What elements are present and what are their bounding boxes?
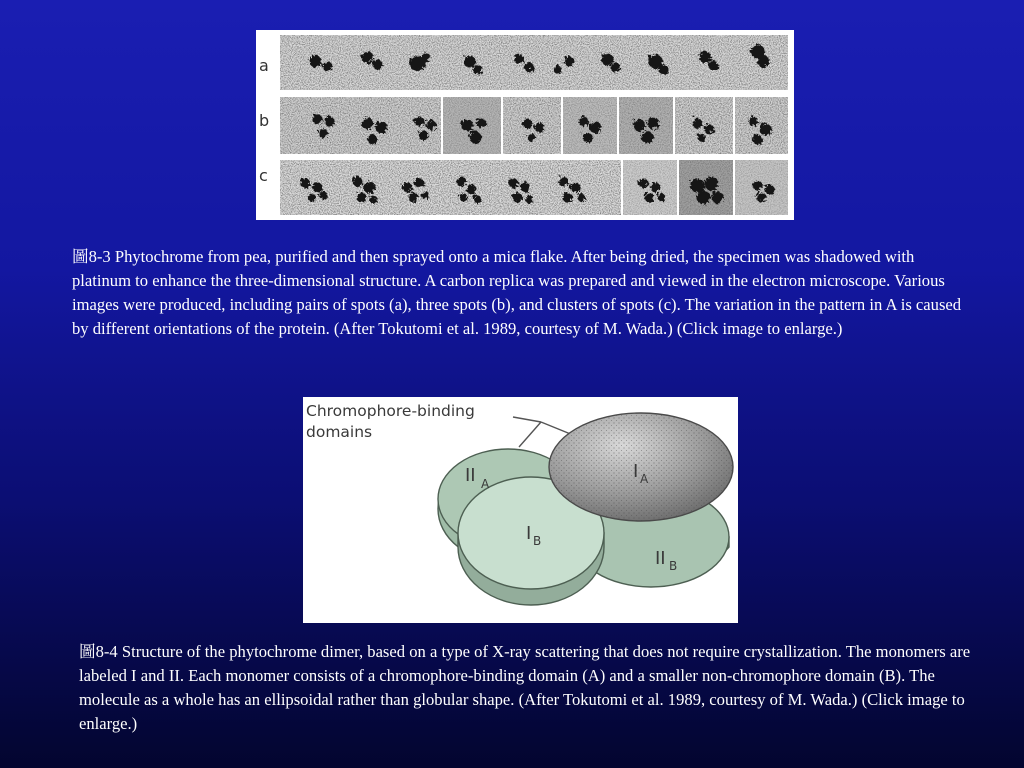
label-IA-main: I [633, 461, 639, 482]
diagram-title-line1: Chromophore-binding [306, 402, 475, 420]
label-IIA-sub: A [481, 477, 490, 491]
diagram-title-line2: domains [306, 423, 373, 441]
micrograph-svg [256, 30, 794, 220]
label-IB-main: I [526, 523, 532, 544]
label-IIB-sub: B [669, 559, 678, 573]
label-IIA-main: II [465, 465, 476, 486]
label-IIB-main: II [655, 548, 666, 569]
label-IB-sub: B [533, 534, 542, 548]
dimer-diagram-svg [303, 397, 738, 623]
phytochrome-dimer-diagram[interactable] [303, 397, 738, 623]
figure-8-3-caption: 圖8-3 Phytochrome from pea, purified and then sprayed onto a mica flake. After being dried, the specimen was shadowed with platinum to enhance the three-dimensional structure. A carbon replica was prepared and viewed in the electron microscope. Various images were produced, including pairs of spots (a), three spots (b), and clusters of spots (c). The variation in the pattern in A is caused by different orientations of the protein. (After Tokutomi et al. 1989, courtesy of M. Wada.) (Click image to enlarge.) [72, 247, 962, 338]
phytochrome-micrograph-image[interactable] [256, 30, 794, 220]
domain-IA [549, 413, 733, 521]
row-label-a: a [259, 56, 269, 75]
row-label-b: b [259, 111, 270, 130]
figure-8-4-caption: 圖8-4 Structure of the phytochrome dimer, based on a type of X-ray scattering that does not require crystallization. The monomers are labeled I and II. Each monomer consists of a chromophore-binding domain (A) and a smaller non-chromophore domain (B). The molecule as a whole has an ellipsoidal rather than globular shape. (After Tokutomi et al. 1989, courtesy of M. Wada.) (Click image to enlarge.) [79, 642, 971, 733]
row-label-c: c [259, 166, 268, 185]
label-IA-sub: A [640, 472, 649, 486]
